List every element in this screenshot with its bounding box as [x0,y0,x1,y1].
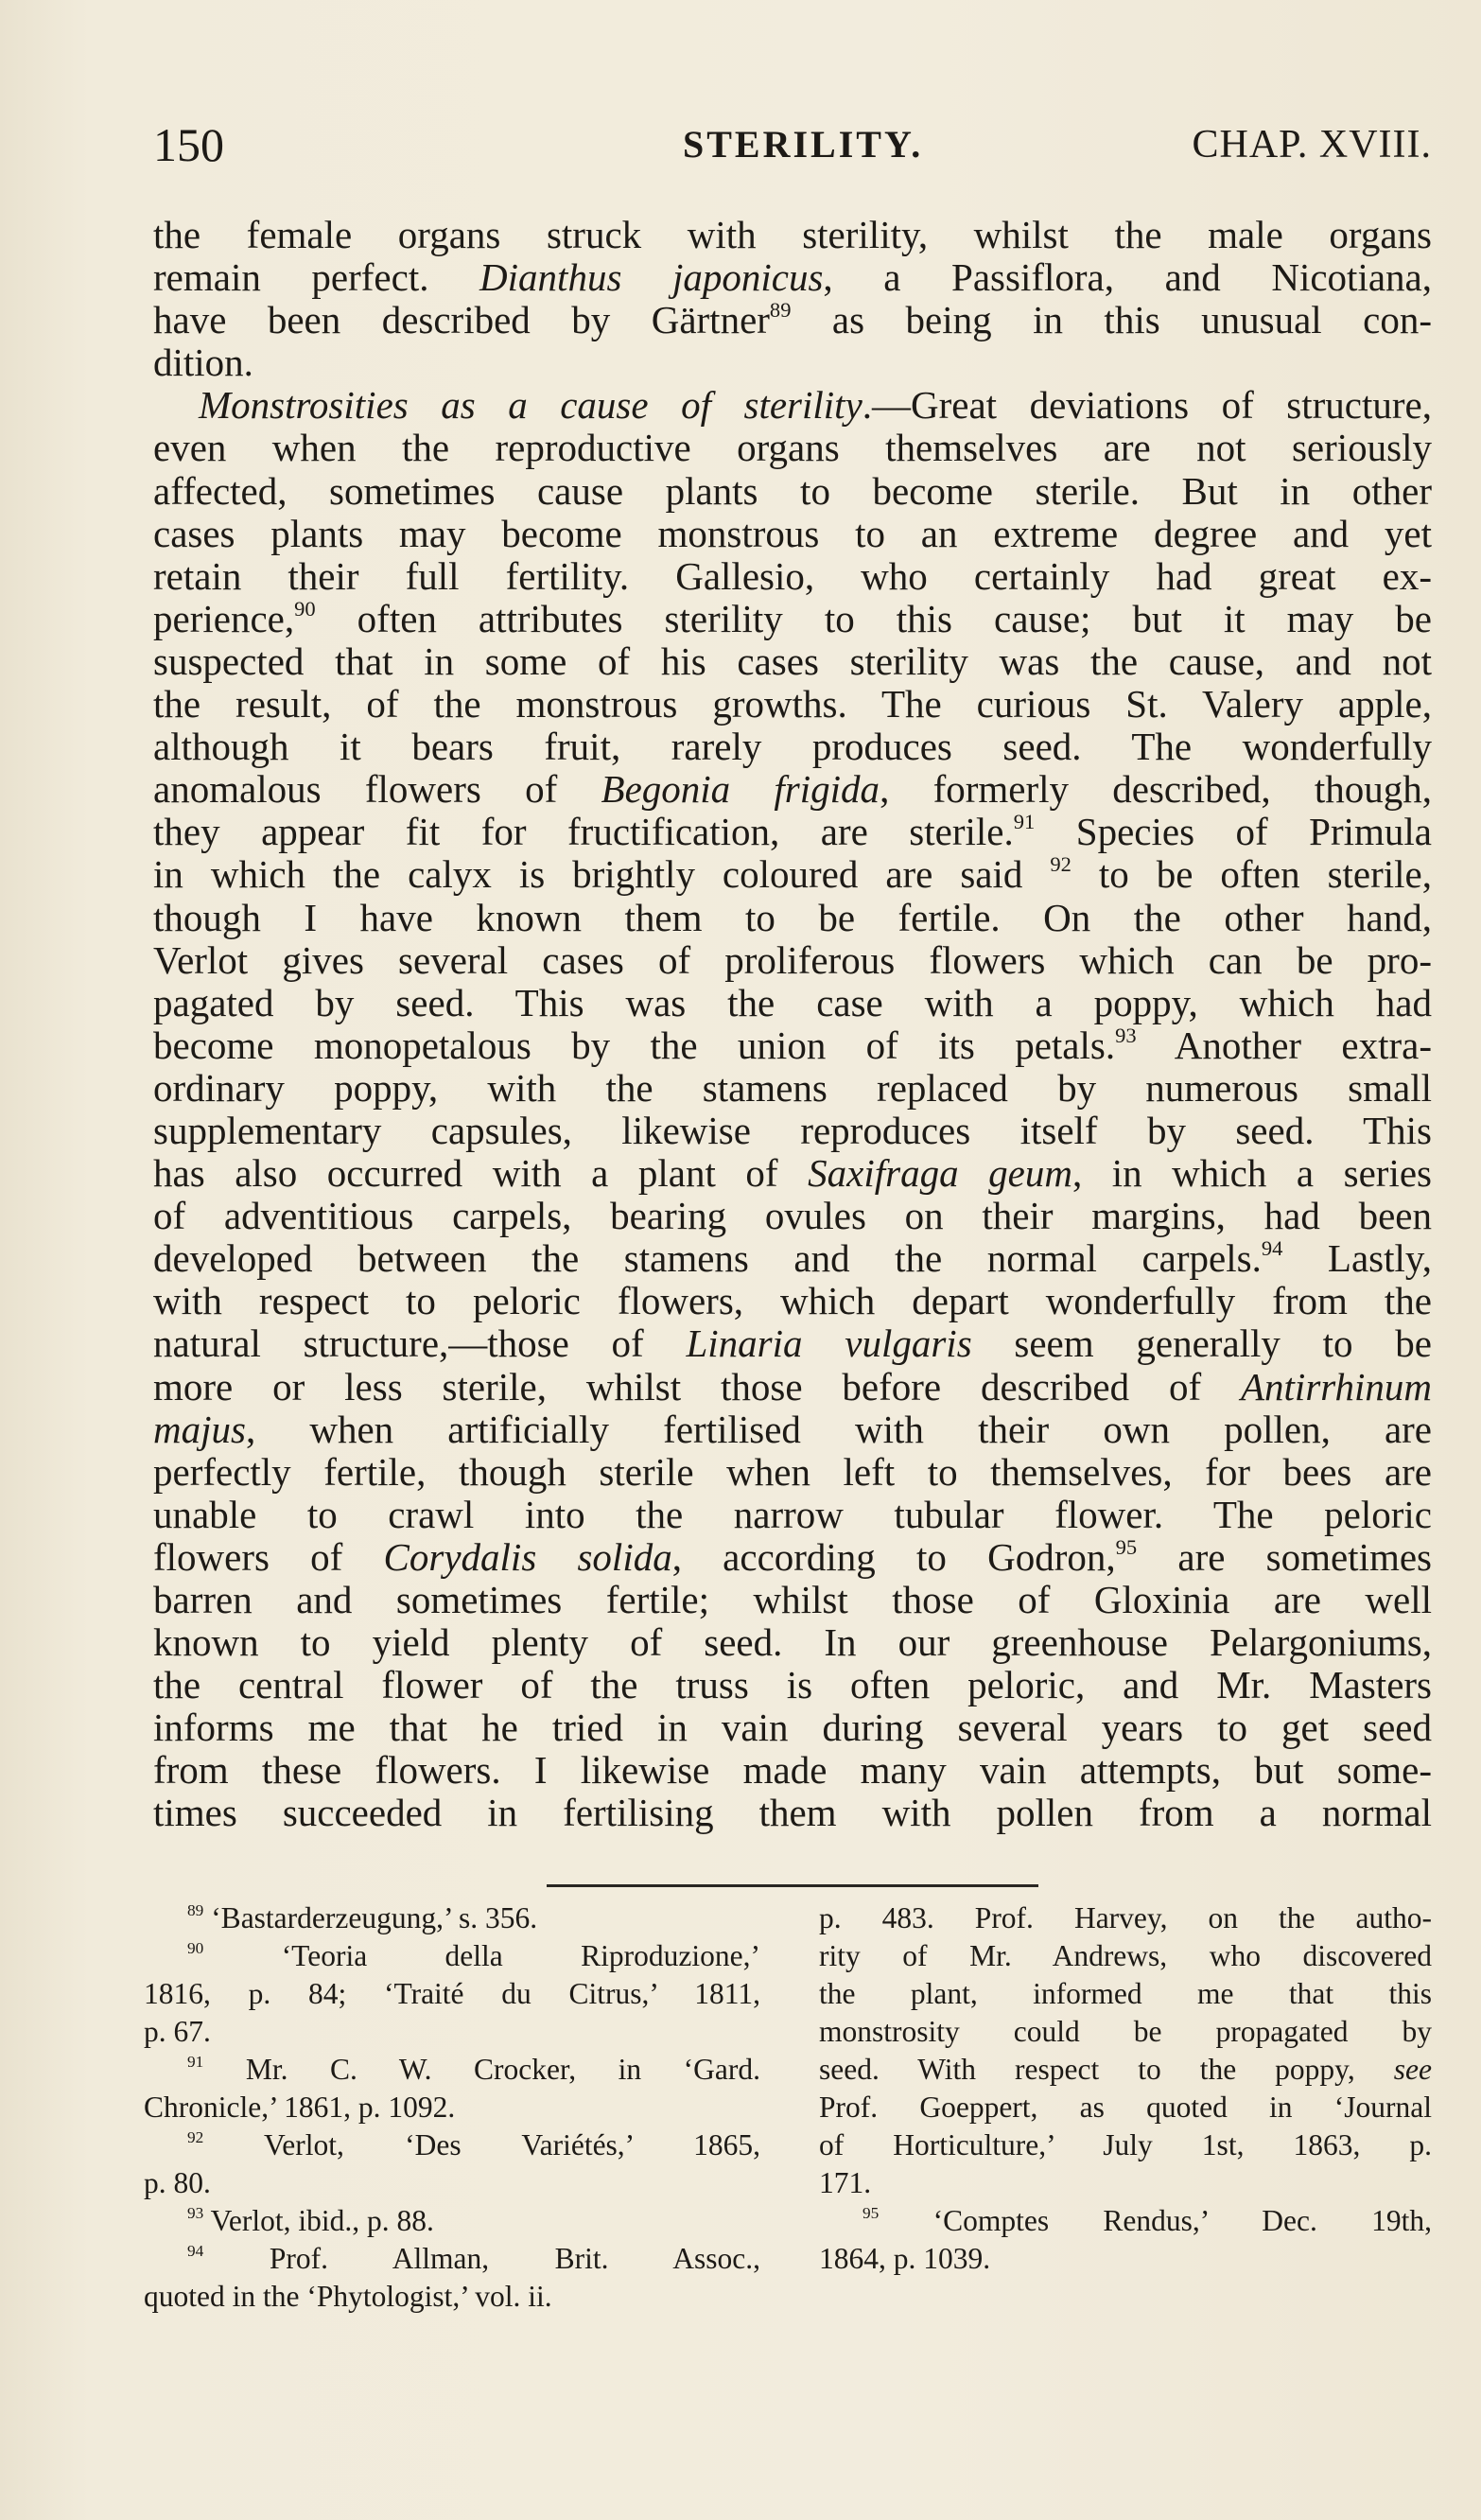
text-run: seed. With respect to the poppy, [819,2053,1394,2086]
footnote-line [144,2240,760,2278]
text-run: they appear fit for fructification, are sterile. [153,810,1014,854]
text-run: the female organs struck with sterility, whilst the male organs [153,213,1432,256]
text-run: developed between the stamens and the normal carpels. [153,1236,1262,1281]
text-run: affected, sometimes cause plants to become sterile. But in other [153,468,1432,513]
body-line [153,1366,1432,1409]
text-run: ordinary poppy, with the stamens replaced by numerous small [153,1065,1432,1110]
text-run: though I have known them to be fertile. On the other hand, [153,895,1432,939]
footnote-ref: 89 [187,1901,204,1920]
italic-text: Monstrosities as a cause of sterility [199,383,862,428]
footnote-line [144,2126,760,2164]
footnote-line [144,2089,760,2126]
text-run: the result, of the monstrous growths. The curious St. Valery apple, [153,682,1432,726]
text-run: monstrosity could be propagated by [819,2015,1432,2048]
text-run: although it bears fruit, rarely produces seed. The wonderfully [153,725,1432,769]
running-head [153,112,1432,178]
text-run: the plant, informed me that this [819,1977,1432,2010]
footnote-line [144,2013,760,2051]
footnote-line [819,1899,1432,1937]
footnote-ref: 92 [187,2128,204,2147]
footnote-ref: 90 [187,1939,204,1958]
body-line [153,897,1432,939]
footnote-ref: 93 [187,2204,204,2223]
text-run: known to yield plenty of seed. In our greenhouse Pelargoniums, [153,1620,1432,1665]
body-line [153,1152,1432,1195]
italic-text: Saxifraga geum [808,1151,1072,1196]
text-run: seem generally to be [971,1321,1433,1366]
text-run: supplementary capsules, likewise reproduces itself by seed. This [153,1108,1432,1152]
body-line [153,555,1432,598]
footnote-line [819,2051,1432,2089]
body-line [153,982,1432,1024]
body-line [153,1451,1432,1494]
body-line [153,1792,1432,1834]
text-run: 1864, p. 1039. [819,2242,991,2275]
text-run: has also occurred with a plant of [153,1151,809,1196]
text-run: natural structure,—those of [153,1321,687,1366]
body-line [153,513,1432,555]
body-line [153,214,1432,256]
text-run: of Horticulture,’ July 1st, 1863, p. [819,2128,1432,2161]
footnote-line [819,2240,1432,2278]
footnote-ref: 93 [1115,1023,1137,1047]
footnote-line [819,2164,1432,2202]
body-line [153,939,1432,982]
footnote-line [819,1937,1432,1975]
text-run: Mr. C. W. Crocker, in ‘Gard. [203,2053,760,2086]
text-run: .—Great deviations of structure, [862,383,1432,428]
footnote-line [144,1899,760,1937]
body-line [153,726,1432,768]
text-run: Species of Primula [1035,810,1432,854]
footnote-ref: 95 [1115,1535,1138,1559]
footnote-line [144,1937,760,1975]
footnote-line [819,2126,1432,2164]
footnote-line [144,1975,760,2013]
footnote-rule [547,1884,1038,1887]
text-run: Lastly, [1282,1236,1432,1281]
text-run: dition. [153,341,253,385]
text-run: p. 67. [144,2015,211,2048]
text-run: barren and sometimes fertile; whilst those of Gloxinia are well [153,1578,1432,1621]
chapter-label: CHAP. XVIII. [1192,123,1432,166]
body-line [153,598,1432,640]
footnote-ref: 95 [862,2204,880,2223]
text-run: flowers of [153,1534,384,1579]
footnote-line [144,2202,760,2240]
running-title: STERILITY. [683,123,924,166]
text-run: Prof. Goeppert, as quoted in ‘Journal [819,2091,1432,2124]
text-run: even when the reproductive organs themselves are not seriously [153,426,1432,470]
text-run: in which the calyx is brightly coloured are said [153,852,1051,897]
text-run: more or less sterile, whilst those before described of [153,1364,1241,1409]
body-line [153,1195,1432,1237]
text-run: have been described by Gärtner [153,298,770,342]
text-run: times succeeded in fertilising them with pollen from a normal [153,1791,1432,1835]
text-run: ‘Bastarderzeugung,’ s. 356. [203,1901,538,1934]
text-run: Verlot, ibid., p. 88. [203,2204,434,2237]
text-run: unable to crawl into the narrow tubular flower. The peloric [153,1492,1432,1536]
footnote-ref: 94 [187,2242,204,2261]
body-line [153,1322,1432,1365]
text-run: retain their full fertility. Gallesio, who certainly had great ex- [153,553,1432,598]
text-run: remain perfect. [153,255,480,300]
footnote-ref: 94 [1261,1236,1283,1261]
text-run: , in which a series [1072,1151,1433,1196]
footnote-ref: 89 [769,298,792,323]
text-run: become monopetalous by the union of its petals. [153,1023,1116,1067]
body-line [153,1024,1432,1067]
text-run: anomalous flowers of [153,767,601,812]
body-line [153,384,1432,427]
footnote-ref: 92 [1050,852,1072,877]
text-run: to be often sterile, [1071,852,1433,897]
text-run: , when artificially fertilised with their own pollen, are [245,1407,1432,1451]
body-line [153,1067,1432,1110]
italic-text: Antirrhinum [1241,1364,1432,1409]
text-run: often attributes sterility to this cause; but it may be [315,596,1432,640]
body-line [153,341,1432,384]
italic-text: see [1393,2053,1432,2086]
footnotes-right-column [819,1899,1432,2278]
footnote-line [144,2051,760,2089]
footnote-line [819,2013,1432,2051]
text-run: pagated by seed. This was the case with a poppy, which had [153,980,1432,1024]
text-run: quoted in the ‘Phytologist,’ vol. ii. [144,2280,552,2313]
body-line [153,1664,1432,1706]
text-run: rity of Mr. Andrews, who discovered [819,1939,1432,1972]
footnotes-left-column [144,1899,760,2316]
text-run: informs me that he tried in vain during several years to get seed [153,1706,1432,1750]
footnote-ref: 90 [294,596,316,621]
body-text [153,214,1432,1835]
body-line [153,683,1432,726]
body-line [153,256,1432,299]
text-run: 171. [819,2166,872,2199]
body-line [153,1621,1432,1664]
body-line [153,1579,1432,1621]
text-run: , formerly described, though, [880,767,1433,812]
body-line [153,1409,1432,1451]
body-line [153,1749,1432,1792]
text-run: with respect to peloric flowers, which depart wonderfully from the [153,1279,1432,1323]
text-run: Prof. Allman, Brit. Assoc., [203,2242,760,2275]
body-line [153,1706,1432,1749]
body-line [153,1237,1432,1280]
italic-text: Dianthus japonicus [479,255,824,300]
text-run: of adventitious carpels, bearing ovules on their margins, had been [153,1194,1432,1238]
text-run: p. 483. Prof. Harvey, on the autho- [819,1901,1432,1934]
body-line [153,1494,1432,1536]
text-run: Another extra- [1136,1023,1433,1067]
body-line [153,299,1432,341]
text-run: cases plants may become monstrous to an extreme degree and yet [153,511,1432,555]
text-run: as being in this unusual con- [791,298,1432,342]
text-run: , according to Godron, [671,1534,1116,1579]
italic-text: Linaria vulgaris [686,1321,972,1366]
text-run: 1816, p. 84; ‘Traité du Citrus,’ 1811, [144,1977,760,2010]
text-run: suspected that in some of his cases sterility was the cause, and not [153,639,1432,683]
italic-text: majus [153,1407,246,1451]
body-line [153,1536,1432,1579]
text-run: Verlot gives several cases of proliferous flowers which can be pro- [153,937,1432,982]
footnote-ref: 91 [187,2053,204,2072]
text-run: the central flower of the truss is often peloric, and Mr. Masters [153,1663,1432,1707]
text-run: are sometimes [1137,1534,1432,1579]
body-line [153,811,1432,853]
body-line [153,768,1432,811]
text-run: p. 80. [144,2166,211,2199]
body-line [153,470,1432,513]
text-run: perience, [153,596,295,640]
body-line [153,853,1432,896]
footnote-line [819,1975,1432,2013]
body-line [153,1110,1432,1152]
text-run: Verlot, ‘Des Variétés,’ 1865, [203,2128,760,2161]
text-run: perfectly fertile, though sterile when left to themselves, for bees are [153,1449,1432,1494]
italic-text: Corydalis solida [383,1534,672,1579]
text-run: ‘Comptes Rendus,’ Dec. 19th, [879,2204,1432,2237]
footnote-line [144,2164,760,2202]
text-run: from these flowers. I likewise made many vain attempts, but some- [153,1748,1432,1793]
body-line [153,427,1432,469]
footnote-line [819,2202,1432,2240]
text-run: Chronicle,’ 1861, p. 1092. [144,2091,456,2124]
footnote-ref: 91 [1013,810,1036,834]
body-line [153,640,1432,683]
footnote-line [819,2089,1432,2126]
text-run: ‘Teoria della Riproduzione,’ [203,1939,760,1972]
footnote-line [144,2278,760,2316]
italic-text: Begonia frigida [601,767,880,812]
body-line [153,1280,1432,1322]
text-run: , a Passiflora, and Nicotiana, [823,255,1432,300]
page-number: 150 [153,118,224,171]
